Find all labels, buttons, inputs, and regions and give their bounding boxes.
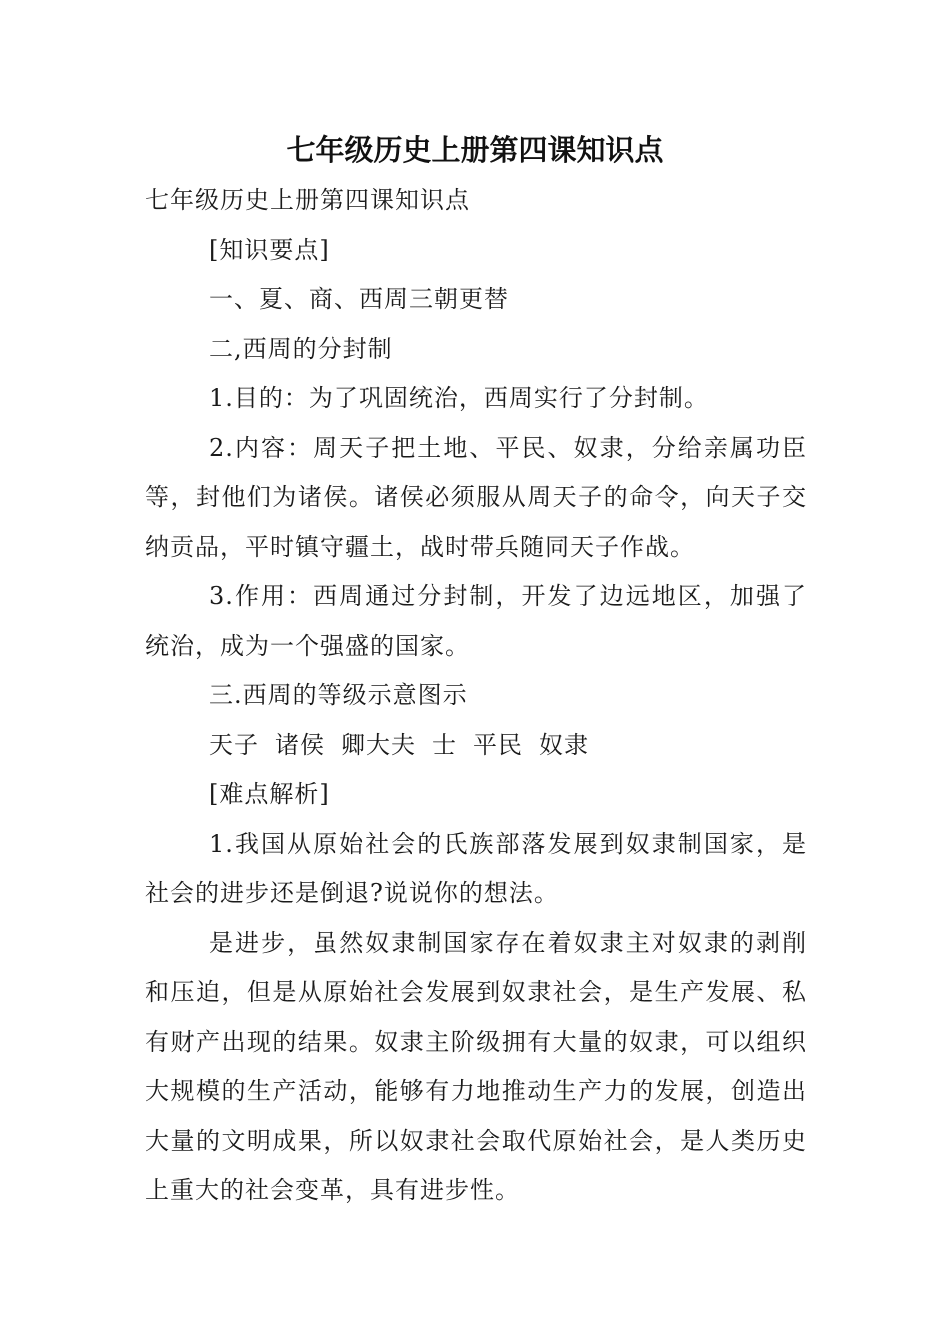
section-heading-difficulties: [难点解析] bbox=[209, 780, 330, 808]
rank-item: 士 bbox=[432, 730, 457, 759]
document-body bbox=[145, 176, 807, 1216]
rank-item: 诸侯 bbox=[275, 730, 325, 759]
document-title: 七年级历史上册第四课知识点 bbox=[286, 133, 664, 167]
hierarchy-ranks bbox=[145, 721, 807, 771]
section-heading-knowledge-points: [知识要点] bbox=[209, 235, 330, 264]
section-heading-enfeoffment: 二,西周的分封制 bbox=[209, 334, 393, 363]
section-heading-hierarchy: 三.西周的等级示意图示 bbox=[209, 681, 468, 709]
paragraph-purpose: 1.目的：为了巩固统治，西周实行了分封制。 bbox=[209, 384, 709, 412]
paragraph-effect: 3.作用：西周通过分封制，开发了边远地区，加强了统治，成为一个强盛的国家。 bbox=[145, 582, 807, 660]
rank-item: 卿大夫 bbox=[341, 730, 416, 759]
rank-item: 平民 bbox=[473, 730, 523, 759]
paragraph-question: 1.我国从原始社会的氏族部落发展到奴隶制国家，是社会的进步还是倒退?说说你的想法。 bbox=[145, 829, 807, 907]
rank-item: 奴隶 bbox=[539, 730, 589, 759]
paragraph-content: 2.内容：周天子把土地、平民、奴隶，分给亲属功臣等，封他们为诸侯。诸侯必须服从周天子的命令，向天子交纳贡品，平时镇守疆土，战时带兵随同天子作战。 bbox=[145, 433, 807, 561]
rank-item: 天子 bbox=[209, 730, 259, 759]
paragraph-answer: 是进步，虽然奴隶制国家存在着奴隶主对奴隶的剥削和压迫，但是从原始社会发展到奴隶社会，是生产发展、私有财产出现的结果。奴隶主阶级拥有大量的奴隶，可以组织大规模的生产活动，能够有力地推动生产力的发展，创造出大量的文明成果，所以奴隶社会取代原始社会，是人类历史上重大的社会变革，具有进步性。 bbox=[145, 928, 807, 1204]
subtitle-paragraph: 七年级历史上册第四课知识点 bbox=[145, 186, 470, 214]
section-heading-dynasties: 一、夏、商、西周三朝更替 bbox=[209, 285, 509, 313]
